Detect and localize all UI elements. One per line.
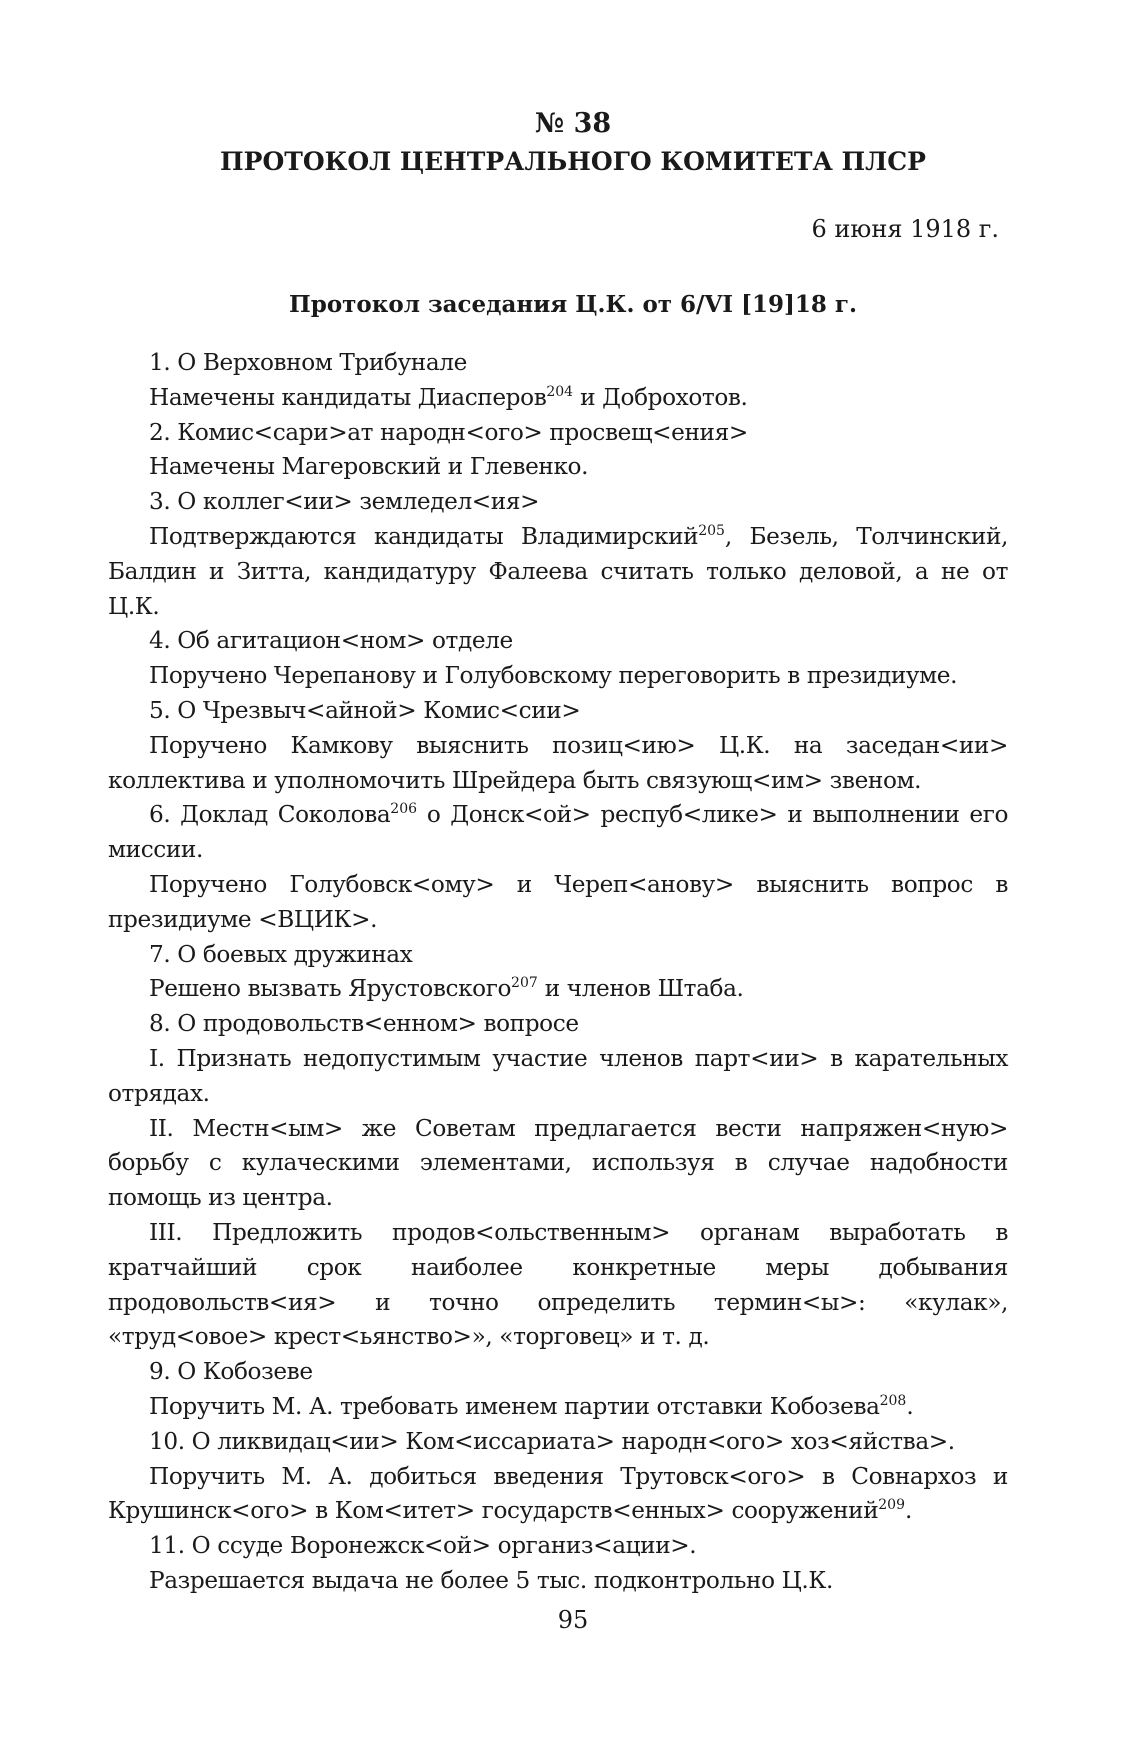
page-number: 95 xyxy=(557,1606,589,1634)
item-text: Поручено Черепанову и Голубовскому переговорить в президиуме. xyxy=(149,662,958,690)
footnote-ref: 204 xyxy=(546,383,574,400)
footnote-ref: 208 xyxy=(879,1392,907,1409)
footnote-ref: 209 xyxy=(878,1497,905,1514)
item-heading: 7. О боевых дружинах xyxy=(149,940,413,968)
item-text: Поручить М. А. добиться введения Трутовск<ого> в Совнархоз и Крушинск<ого> в Ком<итет> государств<енных> сооружений$^{209}$. xyxy=(108,1462,1008,1525)
item-text: Намечены кандидаты Диасперов$^{204}$ и Доброхотов. xyxy=(149,383,748,411)
item-heading: 11. О ссуде Воронежск<ой> организ<ации>. xyxy=(149,1532,697,1560)
item-heading: 8. О продовольств<енном> вопросе xyxy=(149,1010,579,1038)
item-heading: 5. О Чрезвыч<айной> Комис<сии> xyxy=(149,696,581,724)
document-number: № 38 xyxy=(534,108,612,139)
item-text: Поручить М. А. требовать именем партии отставки Кобозева$^{208}$. xyxy=(149,1392,914,1420)
footnote-ref: 207 xyxy=(511,975,538,992)
item-text: Поручено Голубовск<ому> и Череп<анову> выяснить вопрос в президиуме <ВЦИК>. xyxy=(108,870,1008,933)
document-title: ПРОТОКОЛ ЦЕНТРАЛЬНОГО КОМИТЕТА ПЛСР xyxy=(220,147,926,176)
footnote-ref: 205 xyxy=(698,522,725,539)
item-text: III. Предложить продов<ольственным> органам выработать в кратчайший срок наиболее конкретные меры добывания продовольств<ия> и точно определить термин<ы>: «кулак», «труд<овое> крест<ьянство>», «торговец» и т. д. xyxy=(108,1218,1008,1351)
document-date: 6 июня 1918 г. xyxy=(811,215,999,243)
protocol-body xyxy=(108,346,1008,1599)
item-text: Поручено Камкову выяснить позиц<ию> Ц.К. на заседан<ии> коллектива и уполномочить Шрейдера быть связующ<им> звеном. xyxy=(108,731,1008,794)
item-heading: 3. О коллег<ии> земледел<ия> xyxy=(149,488,540,516)
item-text: Решено вызвать Ярустовского$^{207}$ и членов Штаба. xyxy=(149,975,744,1003)
item-heading: 1. О Верховном Трибунале xyxy=(149,349,467,376)
item-heading: 2. Комис<сари>ат народн<ого> просвещ<ения> xyxy=(149,418,748,446)
item-heading: 6. Доклад Соколова$^{206}$ о Донск<ой> респуб<лике> и выполнении его миссии. xyxy=(108,801,1008,864)
item-heading: 10. О ликвидац<ии> Ком<иссариата> народн<ого> хоз<яйства>. xyxy=(149,1427,955,1455)
document-subtitle: Протокол заседания Ц.К. от 6/VI [19]18 г. xyxy=(289,291,857,318)
item-text: Разрешается выдача не более 5 тыс. подконтрольно Ц.К. xyxy=(149,1566,833,1594)
item-text: I. Признать недопустимым участие членов парт<ии> в карательных отрядах. xyxy=(108,1044,1008,1107)
item-text: Намечены Магеровский и Глевенко. xyxy=(149,453,589,481)
item-text: Подтверждаются кандидаты Владимирский$^{205}$, Безель, Толчинский, Балдин и Зитта, кандидатуру Фалеева считать только деловой, а не от Ц.К. xyxy=(108,522,1008,620)
footnote-ref: 206 xyxy=(390,801,418,818)
item-text: II. Местн<ым> же Советам предлагается вести напряжен<ную> борьбу с кулаческими элементами, используя в случае надобности помощь из центра. xyxy=(108,1114,1008,1212)
item-heading: 9. О Кобозеве xyxy=(149,1358,313,1386)
item-heading: 4. Об агитацион<ном> отделе xyxy=(149,627,513,655)
